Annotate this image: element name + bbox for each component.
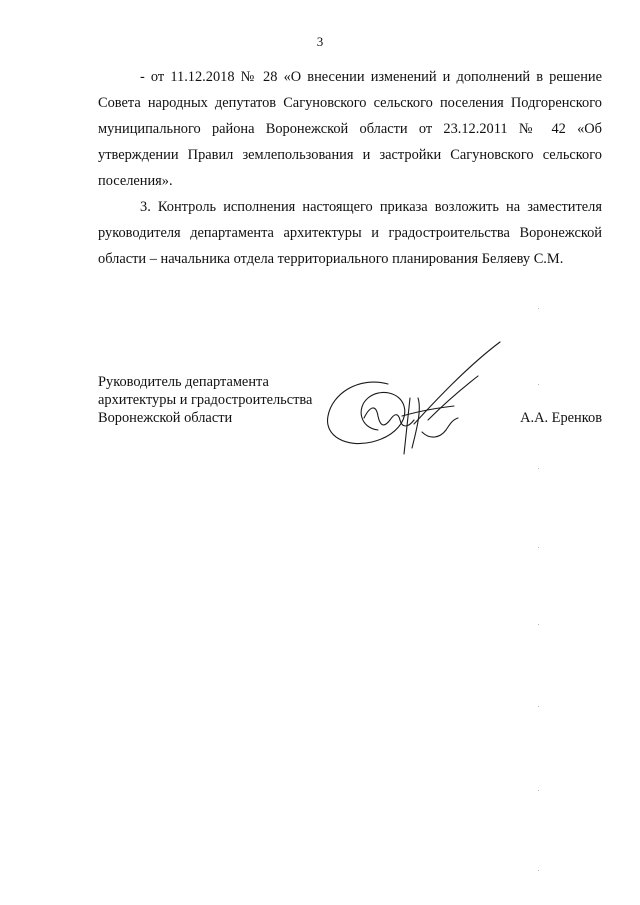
handwritten-signature bbox=[318, 336, 518, 456]
signatory-position bbox=[98, 373, 312, 427]
scan-speck bbox=[538, 870, 539, 871]
scan-speck bbox=[538, 547, 539, 548]
signatory-position-line: архитектуры и градостроительства bbox=[98, 392, 313, 408]
document-body bbox=[98, 64, 602, 272]
paragraph-amendment: - от 11.12.2018 № 28 «О внесении изменений и дополнений в решение Совета народных депутатов Сагуновского сельского поселения Подгоренского муниципального района Воронежской области от 23.12.2011 № 42 «Об утверждении Правил землепользования и застройки Сагуновского сельского поселения». bbox=[98, 69, 602, 189]
scan-speck bbox=[538, 384, 539, 385]
scan-speck bbox=[538, 468, 539, 469]
signatory-position-line: Воронежской области bbox=[98, 410, 233, 426]
signatory-position-line: Руководитель департамента bbox=[98, 374, 269, 390]
signatory-name: А.А. Еренков bbox=[520, 410, 602, 426]
scan-speck bbox=[538, 624, 539, 625]
scan-speck bbox=[538, 706, 539, 707]
scan-speck bbox=[538, 308, 539, 309]
paragraph-control: 3. Контроль исполнения настоящего приказа возложить на заместителя руководителя департамента архитектуры и градостроительства Воронежской области – начальника отдела территориального планирования Беляеву С.М. bbox=[98, 199, 602, 267]
page-number: 3 bbox=[316, 34, 324, 49]
scan-speck bbox=[538, 790, 539, 791]
